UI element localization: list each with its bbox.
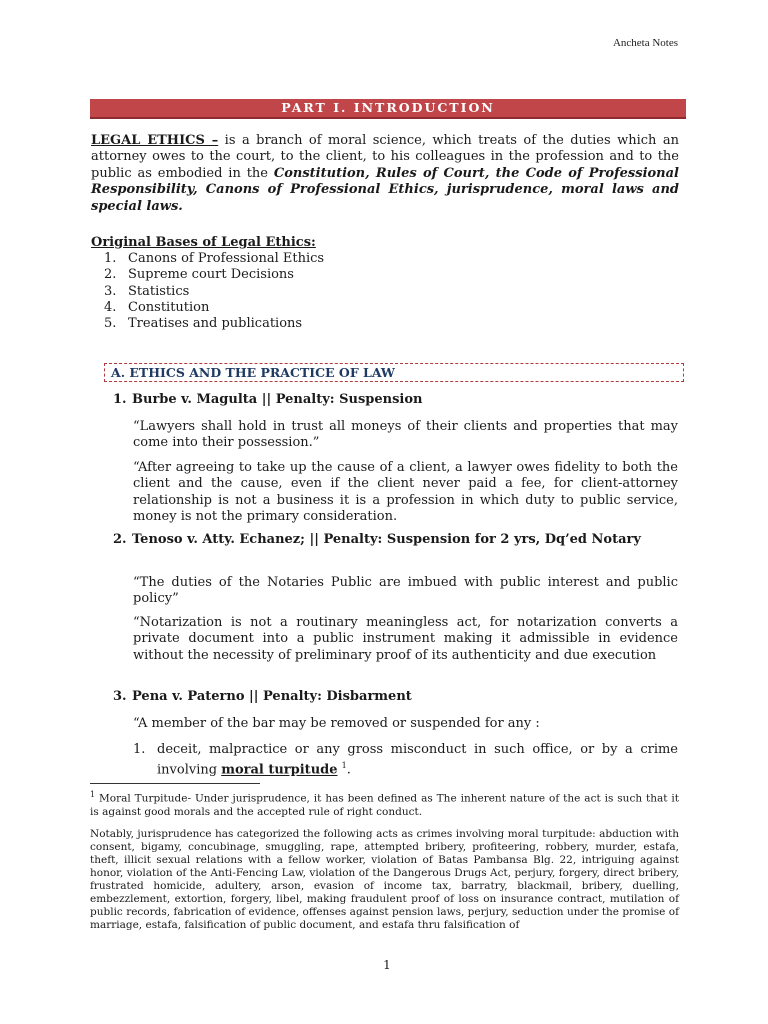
list-label: Canons of Professional Ethics xyxy=(128,251,325,266)
list-number: 4. xyxy=(104,299,117,315)
case-heading-2 xyxy=(113,532,688,548)
bases-list xyxy=(104,251,324,332)
list-item xyxy=(104,300,324,316)
list-label: Treatises and publications xyxy=(128,316,303,332)
list-number: 2. xyxy=(104,267,117,283)
case-quote: “After agreeing to take up the cause of a client, a lawyer owes fidelity to both the client and the cause, even if the client never paid a fee, for client-attorney relationship is not a business it is a profession in which duty to public service, money is not the primary consideration. xyxy=(133,460,678,524)
list-item xyxy=(133,742,678,779)
definition-emphasis: Constitution, Rules of Court, the Code of Professional Responsibility, Canons of Professional Ethics, jurisprudence, moral laws and special laws. xyxy=(91,165,679,214)
list-number: 3. xyxy=(104,283,117,299)
footnote-mark: 1 xyxy=(90,790,96,799)
case-number: 2. xyxy=(113,532,127,547)
case-title: Pena v. Paterno || Penalty: Disbarment xyxy=(132,689,412,704)
footnote-ref[interactable]: 1 xyxy=(341,761,347,771)
case-heading-3 xyxy=(113,689,688,705)
list-label: Supreme court Decisions xyxy=(128,267,294,283)
case-title: Tenoso v. Atty. Echanez; || Penalty: Suspension for 2 yrs, Dq’ed Notary xyxy=(132,532,641,547)
list-item xyxy=(104,251,324,267)
footnote-divider xyxy=(90,783,260,784)
case-heading-1 xyxy=(113,392,688,408)
case-quote: “The duties of the Notaries Public are imbued with public interest and public policy” xyxy=(133,575,678,607)
list-number: 5. xyxy=(104,316,117,332)
list-number: 1. xyxy=(133,742,146,757)
list-item xyxy=(104,316,324,332)
list-text xyxy=(157,742,678,779)
definition-text: is a branch of moral science, which treats of the duties which an attorney owes to the court, to the client, to his colleagues in the profession and to the public as embodied in the xyxy=(91,133,679,181)
case-quote: “Lawyers shall hold in trust all moneys of their clients and properties that may come into their possession.” xyxy=(133,419,678,451)
bases-title: Original Bases of Legal Ethics: xyxy=(91,235,316,250)
case-number: 3. xyxy=(113,689,127,704)
case-quote: “A member of the bar may be removed or suspended for any : xyxy=(133,716,540,731)
subitem-end: . xyxy=(346,762,351,778)
case-quote: “Notarization is not a routinary meaningless act, for notarization converts a private document into a public instrument making it admissible in evidence without the necessity of preliminary proof of its authenticity and due execution xyxy=(133,615,678,663)
footnote-text: Moral Turpitude- Under jurisprudence, it has been defined as The inherent nature of the act is such that it is against good morals and the accepted rule of right conduct. xyxy=(90,792,679,818)
list-label: Constitution xyxy=(128,299,210,315)
page-number: 1 xyxy=(383,958,391,972)
footnote-1 xyxy=(90,788,679,819)
definition-term: LEGAL ETHICS – xyxy=(91,133,219,148)
list-item xyxy=(104,284,324,300)
subitem-text: deceit, malpractice or any gross misconduct in such office, or by a crime involving xyxy=(157,742,678,778)
legal-ethics-definition xyxy=(91,133,679,215)
list-number: 1. xyxy=(104,251,117,266)
moral-turpitude-term: moral turpitude xyxy=(221,762,338,778)
list-item xyxy=(104,267,324,283)
case-title: Burbe v. Magulta || Penalty: Suspension xyxy=(132,392,423,407)
case-number: 1. xyxy=(113,392,127,407)
footnote-paragraph: Notably, jurisprudence has categorized the following acts as crimes involving moral turpitude: abduction with consent, bigamy, concubinage, smuggling, rape, attempted bribery, profiteering, robbery, murder, estafa, theft, illicit sexual relations with a fellow worker, violation of Batas Pambansa Blg. 22, intriguing against honor, violation of the Anti-Fencing Law, violation of the Dangerous Drugs Act, perjury, forgery, direct bribery, frustrated homicide, adultery, arson, evasion of income tax, barratry, blackmail, bribery, duelling, embezzlement, extortion, forgery, libel, making fraudulent proof of loss on insurance contract, mutilation of public records, fabrication of evidence, offenses against pension laws, perjury, seduction under the promise of marriage, estafa, falsification of public document, and estafa thru falsification of xyxy=(90,828,679,931)
part-banner: PART I. INTRODUCTION xyxy=(90,99,686,119)
list-label: Statistics xyxy=(128,283,190,299)
running-header: Ancheta Notes xyxy=(612,37,678,49)
section-heading-a: A. ETHICS AND THE PRACTICE OF LAW xyxy=(104,363,684,382)
